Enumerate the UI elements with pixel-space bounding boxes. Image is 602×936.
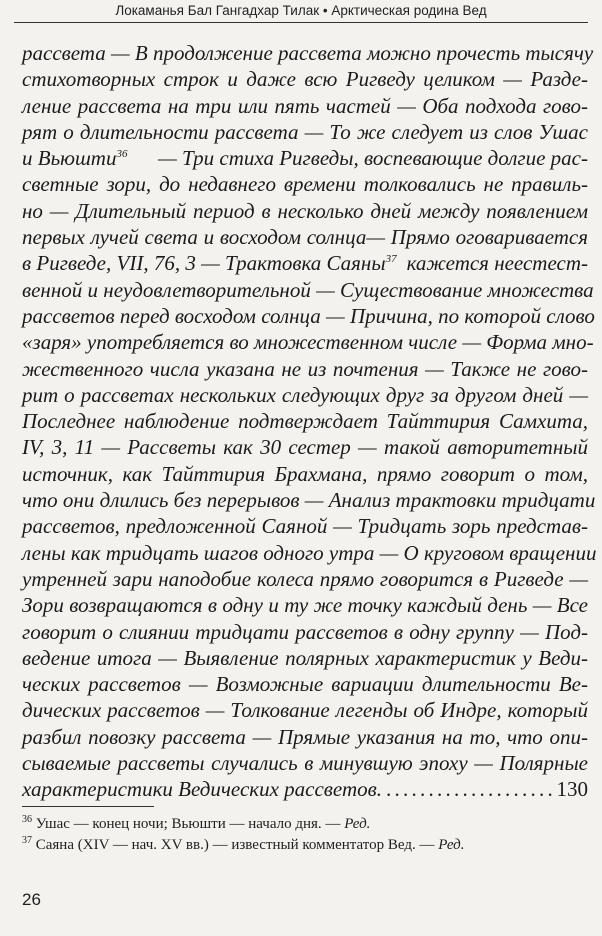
footnote-text: Саяна (XIV — нач. XV вв.) — известный комментатор Вед. — [35,837,439,853]
text-line: рит о рассветах нескольких следующих друг за другом дней — [22,382,588,407]
text-segment [22,145,127,171]
text-line: светные зори, до недавнего времени толковались не правиль- [22,172,588,197]
text-segment [22,250,397,276]
footnote-editor: Ред. [438,837,465,853]
text-segment: кажется неестест- [406,251,588,276]
text-line [22,145,588,171]
footnote-text: Ушас — конец ночи; Вьюшти — начало дня. — [35,816,345,832]
footnote-editor: Ред. [344,816,371,832]
text-line: лены как тридцать шагов одного утра — О круговом вращении [22,540,597,565]
footnote [22,835,588,856]
text-line-last [22,776,588,802]
text-line: жественного числа указана не из почтения — Также не гово- [22,356,588,381]
text-line: «заря» употребляется во множественном числе — Форма мно- [22,330,594,355]
text-line: рят о длительности рассвета — То же следует из слов Ушас [22,119,588,144]
text-line: рассветов перед восходом солнца — Причина, по которой слово [22,303,595,328]
footnote-number: 36 [22,814,32,825]
text-line: ческих рассветов — Возможные вариации длительности Ве- [22,672,588,697]
text-line [22,250,588,276]
text-line: ление рассвета на три или пять частей — Оба подхода гово- [22,93,588,118]
text-segment: в Ригведе, VII, 76, 3 — Трактовка Саяны [22,251,386,276]
running-header: Локаманья Бал Гангадхар Тилак • Арктическая родина Вед [115,3,487,18]
dot-leader [386,776,553,802]
text-line: стихотворных строк и даже всю Ригведу целиком — Разде- [22,67,588,92]
text-line: Зори возвращаются в одну и ту же точку каждый день — Все [22,593,588,618]
header-rule [14,22,588,23]
text-line: первых лучей света и восходом солнца— Прямо оговаривается [22,225,588,250]
text-line: разбил повозку рассвета — Прямые указания на то, что опи- [22,724,588,749]
text-line: утренней зари наподобие колеса прямо говорится в Ригведе — [22,566,588,591]
text-line: Последнее наблюдение подтверждает Тайттирия Самхита, [22,409,588,434]
footnote [22,814,588,835]
text-line: говорит о слиянии тридцати рассветов в одну группу — Под- [22,619,588,644]
text-line: рассветов, предложенной Саяной — Тридцать зорь представ- [22,514,588,539]
page-number: 26 [22,890,41,909]
text-line: дических рассветов — Толкование легенды об Индре, который [22,698,588,723]
text-segment: характеристики Ведических рассветов. [22,777,382,802]
footnote-mark: 36 [116,148,128,161]
text-line: ведение итога — Выявление полярных характеристик у Веди- [22,645,588,670]
text-line: что они длились без перерывов — Анализ трактовки тридцати [22,488,596,513]
text-line: венной и неудовлетворительной — Существование множества [22,277,594,302]
text-segment: — Три стиха Ригведы, воспевающие долгие рас- [158,146,588,171]
contents-paragraph [22,40,597,803]
footnote-mark: 37 [385,253,397,266]
text-line: IV, 3, 11 — Рассветы как 30 сестер — такой авторитетный [22,435,588,460]
text-line: сываемые рассветы случались в минувшую эпоху — Полярные [22,751,588,776]
footnotes [22,814,588,856]
text-line: рассвета — В продолжение рассвета можно прочесть тысячу [22,41,594,65]
footnote-rule [22,806,154,807]
text-line: но — Длительный период в несколько дней между появлением [22,198,588,223]
text-segment: и Вьюшти [22,146,117,171]
text-line: источник, как Тайттирия Брахмана, прямо говорит о том, [22,461,588,486]
page-reference: 130 [556,777,588,802]
footnote-number: 37 [22,835,32,846]
